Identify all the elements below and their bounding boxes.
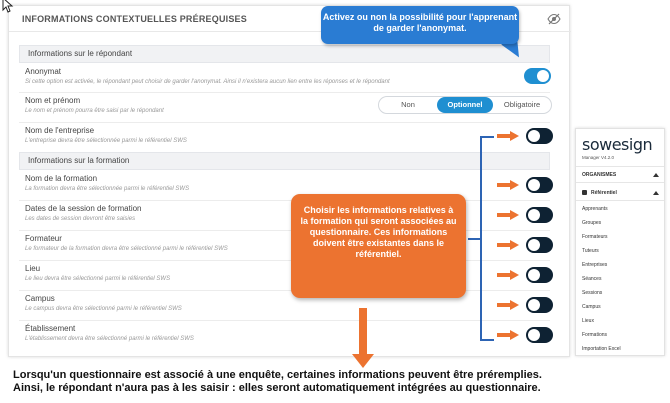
- row-label: Campus: [25, 294, 55, 303]
- row-description: Le nom et prénom pourra être saisi par le répondant: [25, 108, 164, 114]
- sidebar-item-formateurs[interactable]: Formateurs: [582, 234, 608, 240]
- caption: [13, 369, 663, 395]
- arrow-right-icon: [497, 240, 519, 250]
- row-description: Le campus devra être sélectionné parmi le référentiel SWS: [25, 306, 182, 312]
- mouse-cursor-icon: [2, 0, 14, 13]
- sidebar-item-importation-excel[interactable]: Importation Excel: [582, 346, 621, 352]
- training-callout: Choisir les informations relatives à la formation qui seront associées au questionnaire. Ces informations doivent être existantes dans le référentiel.: [291, 194, 466, 298]
- formateur-toggle[interactable]: [526, 237, 553, 253]
- row-label: Dates de la session de formation: [25, 204, 142, 213]
- list-icon: [582, 190, 587, 195]
- divider: [576, 200, 664, 201]
- row-campus: [19, 291, 550, 321]
- divider: [576, 166, 664, 167]
- arrow-right-icon: [497, 131, 519, 141]
- segment-non[interactable]: Non: [401, 100, 415, 109]
- chevron-up-icon[interactable]: [653, 191, 659, 195]
- arrow-right-icon: [497, 180, 519, 190]
- row-label: Nom de l'entreprise: [25, 126, 95, 135]
- row-dates-session: [19, 201, 550, 231]
- sidebar-item-lieux[interactable]: Lieux: [582, 318, 594, 324]
- row-formation: [19, 171, 550, 201]
- arrow-right-icon: [497, 270, 519, 280]
- arrow-right-icon: [497, 300, 519, 310]
- sidebar-item-entreprises[interactable]: Entreprises: [582, 262, 608, 268]
- row-label: Anonymat: [25, 67, 62, 76]
- arrow-down-head: [352, 354, 374, 368]
- section-respondent: [19, 45, 550, 63]
- section-title: Informations sur le répondant: [28, 49, 133, 58]
- segment-optionnel[interactable]: Optionnel: [437, 97, 493, 113]
- row-description: Si cette option est activée, le répondant peut choisir de garder l'anonymat. Ainsi il n'existera aucun lien entre les réponses et le répondant: [25, 79, 390, 85]
- nom-prenom-segmented-control: [378, 96, 552, 114]
- segment-obligatoire[interactable]: Obligatoire: [503, 100, 541, 109]
- row-label: Formateur: [25, 234, 62, 243]
- entreprise-toggle[interactable]: [526, 128, 553, 144]
- app-logo: sowesign: [582, 135, 653, 154]
- sidebar-item-formations[interactable]: Formations: [582, 332, 608, 338]
- sidebar-group-referentiel[interactable]: Référentiel: [591, 190, 617, 196]
- row-label: Nom de la formation: [25, 174, 98, 183]
- row-description: L'entreprise devra être sélectionnée parmi le référentiel SWS: [25, 138, 187, 144]
- row-description: Les dates de session devront être saisies: [25, 216, 136, 222]
- chevron-up-icon[interactable]: [653, 173, 659, 177]
- row-anonymat: [19, 64, 550, 93]
- sidebar-item-campus[interactable]: Campus: [582, 304, 601, 310]
- sidebar-item-seances[interactable]: Séances: [582, 276, 602, 282]
- sidebar: [575, 128, 665, 356]
- row-formateur: [19, 231, 550, 261]
- arrow-right-icon: [497, 210, 519, 220]
- formation-toggle[interactable]: [526, 177, 553, 193]
- anonymat-toggle[interactable]: [524, 68, 551, 84]
- row-description: Le formateur de la formation devra être sélectionné parmi le référentiel SWS: [25, 246, 228, 252]
- sidebar-item-apprenants[interactable]: Apprenants: [582, 206, 608, 212]
- row-description: Le lieu devra être sélectionné parmi le référentiel SWS: [25, 276, 171, 282]
- row-description: La formation devra être sélectionnée parmi le référentiel SWS: [25, 186, 190, 192]
- row-entreprise: [19, 123, 550, 153]
- section-title: Informations sur la formation: [28, 156, 130, 165]
- sidebar-item-sessions[interactable]: Sessions: [582, 290, 603, 296]
- arrow-right-icon: [497, 330, 519, 340]
- sidebar-item-tuteurs[interactable]: Tuteurs: [582, 248, 599, 254]
- anonymity-callout: Activez ou non la possibilité pour l'apprenant de garder l'anonymat.: [321, 6, 519, 44]
- caption-line: Lorsqu'un questionnaire est associé à une enquête, certaines informations peuvent être préremplies.: [13, 369, 542, 381]
- row-label: Nom et prénom: [25, 96, 81, 105]
- sidebar-item-groupes[interactable]: Groupes: [582, 220, 602, 226]
- row-description: L'établissement devra être sélectionné parmi le référentiel SWS: [25, 336, 194, 342]
- sidebar-group-organismes[interactable]: ORGANISMES: [582, 172, 617, 178]
- row-lieu: [19, 261, 550, 291]
- campus-toggle[interactable]: [526, 297, 553, 313]
- dates-session-toggle[interactable]: [526, 207, 553, 223]
- row-etablissement: [19, 321, 550, 351]
- row-label: Établissement: [25, 324, 76, 333]
- divider: [576, 182, 664, 183]
- row-label: Lieu: [25, 264, 41, 273]
- eye-off-icon[interactable]: [547, 13, 561, 25]
- panel-title: INFORMATIONS CONTEXTUELLES PRÉREQUISES: [22, 14, 247, 24]
- arrow-down-icon: [359, 308, 367, 356]
- lieu-toggle[interactable]: [526, 267, 553, 283]
- training-bracket: [480, 136, 494, 341]
- app-version: Manager V4.2.0: [582, 155, 615, 160]
- caption-line: Ainsi, le répondant n'aura pas à les saisir : elles seront automatiquement intégrées au questionnaire.: [13, 382, 541, 394]
- section-training: [19, 152, 550, 170]
- etablissement-toggle[interactable]: [526, 327, 553, 343]
- bracket-tick: [468, 238, 480, 240]
